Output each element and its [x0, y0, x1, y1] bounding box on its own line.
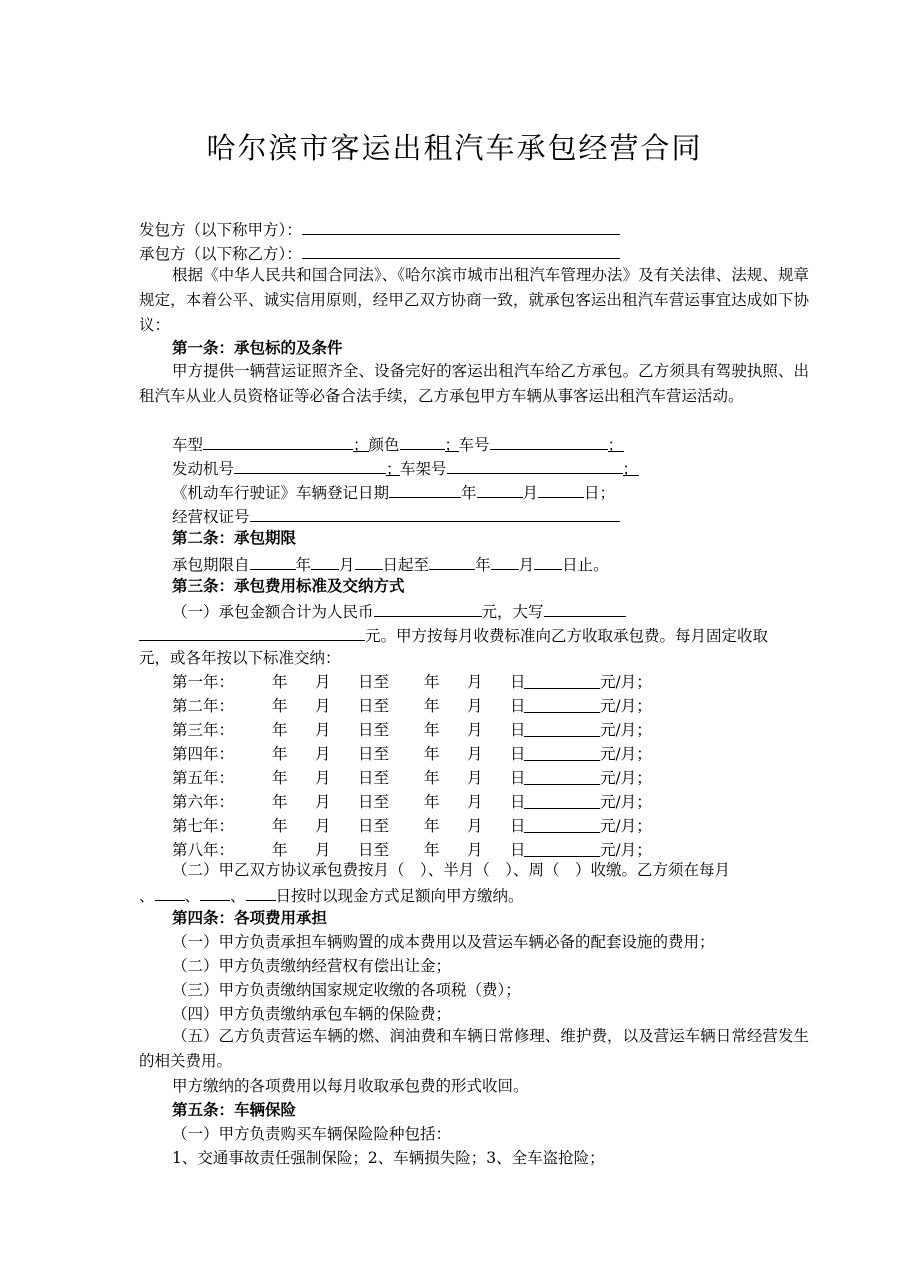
amount-line-2	[139, 624, 768, 646]
payment-method-line: （二）甲乙双方协议承包费按月（ ）、半月（ ）、周（ ）收缴。乙方须在每月	[172, 861, 731, 879]
fee-blank[interactable]	[524, 840, 600, 857]
term-end-year-blank[interactable]	[429, 553, 475, 570]
to-year: 年	[424, 817, 440, 835]
to-day: 日	[510, 841, 526, 859]
yearly-fee-row	[172, 792, 652, 812]
article4-item5: （五）乙方负责营运车辆的燃、润油费和车辆日常修理、维护费，以及营运车辆日常经营发生的相关费用。	[139, 1027, 809, 1070]
party-b-line	[139, 242, 620, 264]
fee-unit: 元/月；	[600, 745, 652, 763]
year-label: 第三年：	[172, 721, 235, 739]
from-month: 月	[315, 841, 331, 859]
term-start-year-blank[interactable]	[250, 553, 296, 570]
article4-item: （四）甲方负责缴纳承包车辆的保险费；	[172, 1005, 452, 1023]
article1-heading: 第一条：承包标的及条件	[172, 339, 343, 357]
fee-blank[interactable]	[524, 768, 600, 785]
fee-blank[interactable]	[524, 672, 600, 689]
term-start-day-blank[interactable]	[355, 553, 383, 570]
day-end-label: 日止。	[562, 556, 609, 574]
to-month: 月	[467, 769, 483, 787]
fee-blank[interactable]	[524, 792, 600, 809]
permit-blank[interactable]	[250, 505, 620, 522]
engine-line	[172, 457, 639, 479]
from-day-to: 日至	[358, 697, 390, 715]
party-b-label: 承包方（以下称乙方）：	[139, 245, 302, 263]
yearly-fee-row	[172, 720, 652, 740]
payment-day-blank-1[interactable]	[155, 884, 185, 901]
year-label: 年	[461, 484, 477, 502]
from-day-to: 日至	[358, 673, 390, 691]
from-month: 月	[315, 769, 331, 787]
to-month: 月	[467, 697, 483, 715]
from-day-to: 日至	[358, 793, 390, 811]
amount-words-blank[interactable]	[544, 600, 626, 617]
from-month: 月	[315, 697, 331, 715]
payment-day-text: 日按时以现金方式足额向甲方缴纳。	[275, 887, 524, 905]
license-year-blank[interactable]	[389, 481, 461, 498]
separator: 、	[184, 887, 201, 905]
term-start-month-blank[interactable]	[311, 553, 339, 570]
month-label: 月	[518, 556, 535, 574]
to-month: 月	[467, 745, 483, 763]
to-year: 年	[424, 673, 440, 691]
separator: 、	[230, 887, 246, 905]
to-month: 月	[467, 817, 483, 835]
yearly-fee-row	[172, 768, 652, 788]
yearly-fee-row	[172, 840, 652, 860]
year-label: 年	[475, 556, 491, 574]
from-year: 年	[272, 841, 288, 859]
to-year: 年	[424, 793, 440, 811]
from-day-to: 日至	[358, 769, 390, 787]
from-month: 月	[315, 793, 331, 811]
semicolon: ；	[607, 436, 624, 454]
yearly-standard-line: 元，或各年按以下标准交纳：	[139, 649, 341, 667]
to-day: 日	[510, 793, 526, 811]
term-end-day-blank[interactable]	[534, 553, 562, 570]
to-day: 日	[510, 817, 526, 835]
monthly-fee-text: 元。甲方按每月收费标准向乙方收取承包费。每月固定收取	[365, 627, 769, 645]
year-label: 第八年：	[172, 841, 235, 859]
fee-blank[interactable]	[524, 744, 600, 761]
to-day: 日	[510, 745, 526, 763]
fee-blank[interactable]	[524, 720, 600, 737]
article5-list: 1、交通事故责任强制保险；2、车辆损失险；3、全车盗抢险；	[172, 1149, 605, 1167]
article4-note: 甲方缴纳的各项费用以每月收取承包费的形式收回。	[172, 1077, 529, 1095]
fee-unit: 元/月；	[600, 769, 652, 787]
fee-blank[interactable]	[524, 696, 600, 713]
article4-item: （一）甲方负责承担车辆购置的成本费用以及营运车辆必备的配套设施的费用；	[172, 933, 715, 951]
amount-blank[interactable]	[374, 600, 482, 617]
license-date-line	[172, 481, 615, 503]
from-year: 年	[272, 673, 288, 691]
permit-label: 经营权证号	[172, 508, 250, 526]
amount-words-blank-2[interactable]	[139, 624, 365, 641]
to-month: 月	[467, 793, 483, 811]
fee-unit: 元/月；	[600, 793, 652, 811]
semicolon: ；	[444, 436, 461, 454]
plate-label: 车号	[458, 436, 490, 454]
year-label: 第一年：	[172, 673, 235, 691]
color-label: 颜色	[368, 436, 400, 454]
amount-line	[172, 600, 626, 622]
to-month: 月	[467, 673, 483, 691]
article4-item: （三）甲方负责缴纳国家规定收缴的各项税（费）；	[172, 981, 521, 999]
plate-blank[interactable]	[490, 433, 608, 450]
amount-label: （一）承包金额合计为人民币	[172, 603, 374, 621]
article2-heading: 第二条：承包期限	[172, 529, 297, 547]
month-label: 月	[339, 556, 355, 574]
article5-item1: （一）甲方负责购买车辆保险险种包括：	[172, 1125, 452, 1143]
to-day: 日	[510, 769, 526, 787]
license-date-label: 《机动车行驶证》车辆登记日期	[172, 484, 390, 502]
frame-blank[interactable]	[447, 457, 623, 474]
from-year: 年	[272, 817, 288, 835]
fee-unit: 元/月；	[600, 721, 652, 739]
to-year: 年	[424, 697, 440, 715]
term-from-label: 承包期限自	[172, 556, 250, 574]
yearly-fee-row	[172, 672, 652, 692]
year-label: 年	[295, 556, 312, 574]
from-month: 月	[315, 745, 331, 763]
to-day: 日	[510, 673, 526, 691]
day-from-label: 日起至	[382, 556, 430, 574]
from-year: 年	[272, 745, 288, 763]
party-b-blank[interactable]	[302, 242, 620, 259]
yearly-fee-row	[172, 744, 652, 764]
from-year: 年	[272, 769, 288, 787]
year-label: 第六年：	[172, 793, 235, 811]
preamble: 根据《中华人民共和国合同法》、《哈尔滨市城市出租汽车管理办法》及有关法律、法规、规章规定，本着公平、诚实信用原则，经甲乙双方协商一致，就承包客运出租汽车营运事宜达成如下协议：	[139, 266, 809, 334]
license-day-blank[interactable]	[538, 481, 584, 498]
engine-label: 发动机号	[172, 460, 235, 478]
from-year: 年	[272, 721, 288, 739]
car-model-label: 车型	[172, 436, 204, 454]
yearly-fee-row	[172, 816, 652, 836]
to-month: 月	[467, 841, 483, 859]
separator: 、	[139, 887, 155, 905]
fee-unit: 元/月；	[600, 817, 652, 835]
to-day: 日	[510, 697, 526, 715]
amount-words-label: 元，大写	[481, 603, 544, 621]
payment-day-blank-3[interactable]	[246, 884, 276, 901]
term-end-month-blank[interactable]	[491, 553, 519, 570]
article5-heading: 第五条：车辆保险	[172, 1101, 297, 1119]
fee-blank[interactable]	[524, 816, 600, 833]
to-year: 年	[424, 769, 440, 787]
from-day-to: 日至	[358, 721, 390, 739]
month-label: 月	[522, 484, 539, 502]
article3-heading: 第三条：承包费用标准及交纳方式	[172, 577, 405, 595]
vehicle-info-line	[172, 433, 624, 455]
party-a-blank[interactable]	[302, 218, 620, 235]
article4-heading: 第四条：各项费用承担	[172, 909, 328, 927]
from-year: 年	[272, 697, 288, 715]
semicolon: ；	[622, 460, 639, 478]
fee-unit: 元/月；	[600, 697, 652, 715]
license-month-blank[interactable]	[477, 481, 523, 498]
from-day-to: 日至	[358, 841, 390, 859]
party-a-line	[139, 218, 620, 240]
year-label: 第五年：	[172, 769, 235, 787]
year-label: 第二年：	[172, 697, 235, 715]
car-model-blank[interactable]	[203, 433, 353, 450]
permit-line	[172, 505, 620, 527]
party-a-label: 发包方（以下称甲方）：	[139, 221, 302, 239]
fee-unit: 元/月；	[600, 673, 652, 691]
year-label: 第七年：	[172, 817, 235, 835]
to-year: 年	[424, 721, 440, 739]
semicolon: ；	[353, 436, 369, 454]
engine-blank[interactable]	[234, 457, 386, 474]
year-label: 第四年：	[172, 745, 235, 763]
to-day: 日	[510, 721, 526, 739]
document-title: 哈尔滨市客运出租汽车承包经营合同	[206, 131, 703, 165]
color-blank[interactable]	[400, 433, 445, 450]
term-line	[172, 553, 609, 575]
payment-day-line	[139, 884, 524, 906]
from-year: 年	[272, 793, 288, 811]
from-month: 月	[315, 673, 331, 691]
fee-unit: 元/月；	[600, 841, 652, 859]
yearly-fee-row	[172, 696, 652, 716]
payment-day-blank-2[interactable]	[200, 884, 230, 901]
from-day-to: 日至	[358, 745, 390, 763]
day-label: 日；	[584, 484, 616, 502]
article1-text: 甲方提供一辆营运证照齐全、设备完好的客运出租汽车给乙方承包。乙方须具有驾驶执照、出租汽车从业人员资格证等必备合法手续，乙方承包甲方车辆从事客运出租汽车营运活动。	[139, 362, 809, 405]
from-day-to: 日至	[358, 817, 390, 835]
to-month: 月	[467, 721, 483, 739]
from-month: 月	[315, 817, 331, 835]
article4-item: （二）甲方负责缴纳经营权有偿出让金；	[172, 957, 452, 975]
from-month: 月	[315, 721, 331, 739]
semicolon: ；	[386, 460, 402, 478]
to-year: 年	[424, 841, 440, 859]
frame-label: 车架号	[400, 460, 447, 478]
to-year: 年	[424, 745, 440, 763]
